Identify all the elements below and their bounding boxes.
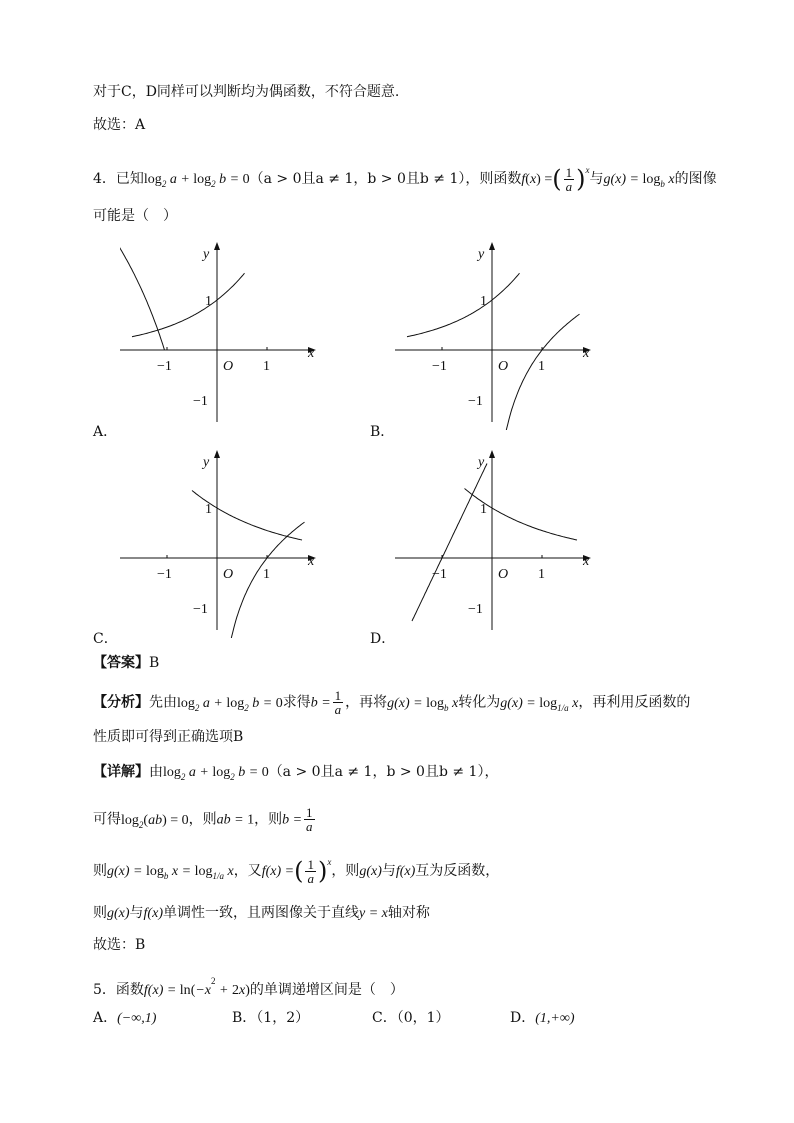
text-line: 性质即可得到正确选项B — [93, 729, 244, 745]
tick-label-x-1: 1 — [263, 567, 270, 582]
graph-d — [395, 448, 605, 638]
option-a[interactable]: A．(−∞,1) — [93, 1010, 157, 1026]
y-axis-arrow — [489, 450, 495, 458]
tick-label-y-1: 1 — [205, 294, 212, 309]
option-label: A． — [93, 424, 118, 440]
option-d[interactable]: D．(1,+∞) — [510, 1010, 575, 1026]
origin-label: O — [223, 567, 234, 582]
text-line: 故选：B — [93, 937, 146, 953]
option-label: B． — [370, 424, 395, 440]
text-line: 故选：A — [93, 117, 146, 133]
curve-exponential — [407, 273, 520, 337]
formula-f: f — [521, 172, 526, 187]
y-axis-arrow — [214, 242, 220, 250]
analysis-tag: 【分析】 — [93, 694, 149, 711]
option-label: D． — [370, 631, 396, 647]
x-axis-label: x — [308, 554, 315, 569]
tick-label-x-1: 1 — [263, 359, 270, 374]
tick-label-y-neg1: −1 — [193, 394, 208, 409]
detail-line: 可得$\log_2(ab) = 0$，则ab = 1，则b = $\frac{1}{a}$ — [93, 805, 313, 834]
detail-line: 则g(x)与f(x)单调性一致，且两图像关于直线y = x轴对称 — [93, 905, 430, 921]
y-axis-label: y — [478, 455, 485, 470]
y-axis-label: y — [203, 247, 210, 262]
graph-a — [120, 240, 330, 430]
tick-label-y-1: 1 — [480, 502, 487, 517]
tick-label-y-neg1: −1 — [468, 602, 483, 617]
detail-line: 则$g(x) = \log_b x = \log_{1/a} x$，又f(x) =( $\frac{1}{a}$ )$^x$，则g(x)与f(x)互为反函数， — [93, 856, 500, 886]
tick-label-x-neg1: −1 — [157, 359, 172, 374]
y-axis-label: y — [203, 455, 210, 470]
formula-g: $g(x) = \log_b x$ — [603, 172, 675, 189]
origin-label: O — [498, 359, 509, 374]
answer-tag: 【答案】 — [93, 655, 149, 671]
detail-tag: 【详解】 — [93, 764, 149, 780]
tick-label-y-1: 1 — [205, 502, 212, 517]
tick-label-y-1: 1 — [480, 294, 487, 309]
detail-line: 【详解】由$\log_2 a + \log_2 b = 0(a > 0$且a ≠ 1，b > 0且b ≠ 1）， — [93, 764, 499, 782]
curve-exponential — [132, 273, 245, 337]
origin-label: O — [498, 567, 509, 582]
text-line: 对于C，D同样可以判断均为偶函数，不符合题意. — [93, 84, 400, 100]
analysis-line: 【分析】先由$\log_2 a + \log_2 b = 0$求得b = $\frac{1}{a}$ ，再将$g(x) = \log_b x$转化为$g(x) = \log_{1/a} x$，再利用反函数的 — [93, 688, 691, 717]
tick-label-x-1: 1 — [538, 359, 545, 374]
tick-label-y-neg1: −1 — [193, 602, 208, 617]
origin-label: O — [223, 359, 234, 374]
y-axis-arrow — [214, 450, 220, 458]
x-axis-label: x — [308, 346, 315, 361]
tick-label-x-neg1: −1 — [432, 359, 447, 374]
y-axis-label: y — [478, 247, 485, 262]
option-c[interactable]: C．（0，1） — [372, 1010, 450, 1026]
x-axis-label: x — [583, 554, 590, 569]
tick-label-x-1: 1 — [538, 567, 545, 582]
x-axis-label: x — [583, 346, 590, 361]
option-b[interactable]: B．（1，2） — [232, 1010, 310, 1026]
curve-increasing — [412, 464, 487, 622]
graph-c — [120, 448, 330, 638]
text-line: 可能是（ ） — [93, 208, 177, 224]
question-4-stem: 4．已知$\log_2 a + \log_2 b = 0(a > 0$且a ≠ 1，b > 0且b ≠ 1），则函数f(x) =( $\frac{1}{a}$ )$^x$与$g(x) = \log_b x$的图像 — [93, 164, 717, 194]
y-axis-arrow — [489, 242, 495, 250]
curve-logarithm — [120, 240, 165, 350]
tick-label-x-neg1: −1 — [157, 567, 172, 582]
answer-line: 【答案】B — [93, 655, 160, 671]
tick-label-y-neg1: −1 — [468, 394, 483, 409]
tick-label-x-neg1: −1 — [432, 567, 447, 582]
question-5-stem: 5．函数$f(x) = \ln(-x^2 + 2x)$的单调递增区间是（ ） — [93, 976, 404, 998]
graph-b — [395, 240, 605, 430]
option-label: C． — [93, 631, 118, 647]
formula: $\log_2 a + \log_2 b = 0$ — [143, 172, 250, 189]
